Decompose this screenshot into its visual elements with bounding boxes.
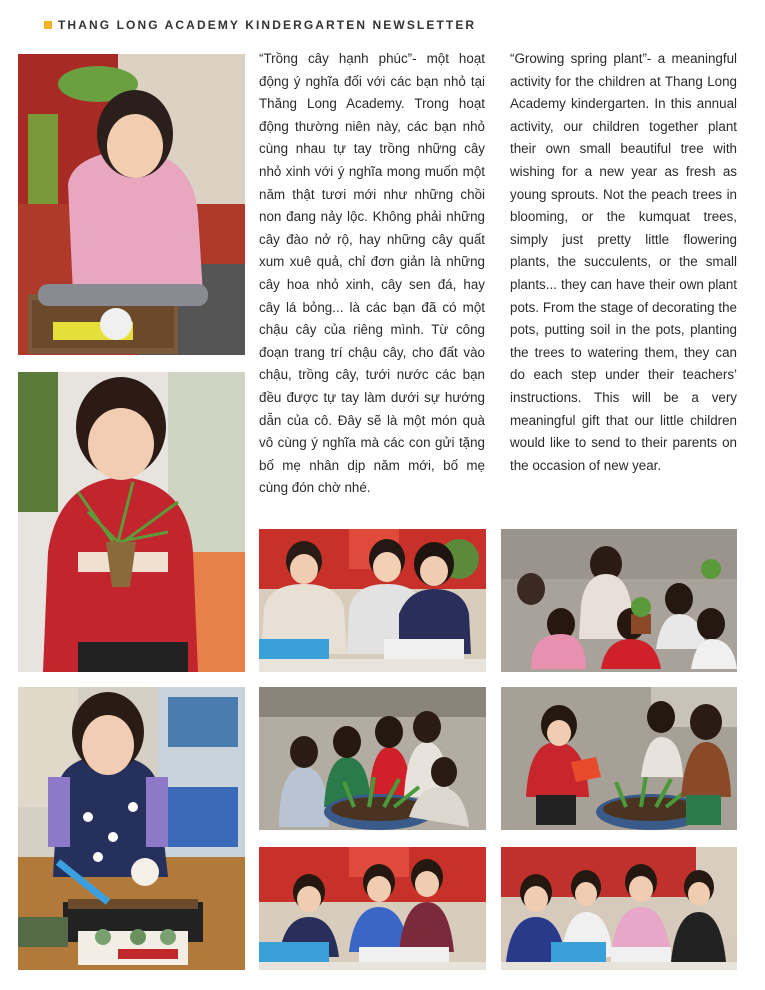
photo-girl-pink-sweater-planting: [18, 54, 245, 355]
photo-children-potting-table: [259, 529, 486, 672]
header-accent-square: [44, 21, 52, 29]
photo-group-outdoor-planting: [501, 529, 737, 672]
photo-girl-purple-with-pot: [18, 687, 245, 970]
photo-girl-holding-plant: [18, 372, 245, 672]
article-vietnamese: [259, 48, 485, 500]
photo-girl-watering-plants: [501, 687, 737, 830]
newsletter-title: THANG LONG ACADEMY KINDERGARTEN NEWSLETTER: [58, 18, 477, 32]
newsletter-header: [44, 18, 476, 32]
photo-boys-planting-indoor: [259, 847, 486, 970]
photo-children-around-plant-pot: [259, 687, 486, 830]
photo-children-with-blue-bin: [501, 847, 737, 970]
article-english: [510, 48, 737, 477]
article-english-text: “Growing spring plant”- a meaningful activity for the children at Thang Long Academy kindergarten. In this annual activity, our children together plant their own small beautiful tree with wishing for a new year as fresh as young sprouts. Not the peach trees in blooming, or the kumquat trees, simply just pretty little flowering plants, the succulents, or the small plants... they can have their own plant pots. From the stage of decorating the pots, putting soil in the pots, planting the trees to watering them, they can do each step under their teachers’ instructions. This will be a very meaningful gift that our little children would like to send to their parents on the occasion of new year.: [510, 51, 737, 473]
article-vietnamese-text: “Trồng cây hạnh phúc”- một hoạt động ý nghĩa đối với các bạn nhỏ tại Thăng Long Academy. Trong hoạt động thường niên này, các bạn nhỏ cùng nhau tự tay trồng những cây nhỏ xinh với ý nghĩa mong muốn một năm thật tươi mới như những chồi non đang nảy lộc. Không phải những cây đào nở rộ, hay những cây quất xum xuê quả, chỉ đơn giản là những cây hoa nhỏ xinh, cây sen đá, hay cây lá bỏng... là các bạn đã có một chậu cây của riêng mình. Từ công đoạn trang trí chậu cây, cho đất vào chậu, trồng cây, tưới nước các bạn đều được tự tay làm dưới sự hướng dẫn của cô. Đây sẽ là một món quà vô cùng ý nghĩa mà các con gửi tặng bố mẹ nhân dịp năm mới, bố mẹ cùng đón chờ nhé.: [259, 51, 485, 496]
